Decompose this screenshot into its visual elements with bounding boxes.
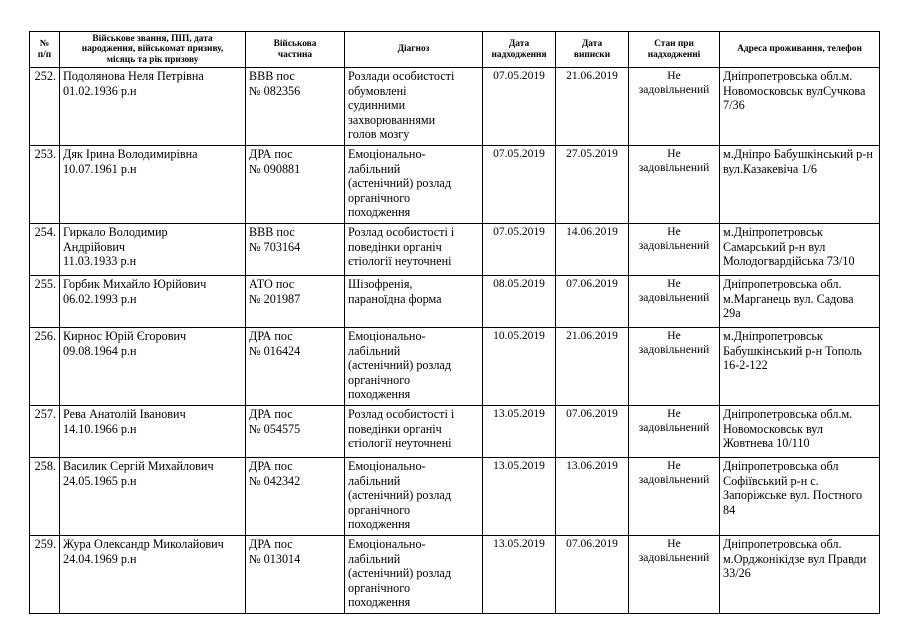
cell-address: Дніпропетровська обл.м. Новомосковськ вул Жовтнева 10/110 [720,406,880,458]
cell-num: 255. [30,276,60,328]
cell-condition: Не задовільнений [629,536,720,614]
table-row [30,68,880,146]
cell-person: Кирнос Юрій Єгорович 09.08.1964 р.н [60,328,246,406]
cell-num: 256. [30,328,60,406]
table-row [30,328,880,406]
cell-condition: Не задовільнений [629,458,720,536]
cell-num: 257. [30,406,60,458]
header-person: Військове звання, ПІП, дата народження, військомат призиву, місяць та рік призову [60,32,246,68]
cell-unit: ДРА пос № 054575 [246,406,345,458]
table-row [30,536,880,614]
table-row [30,224,880,276]
cell-num: 253. [30,146,60,224]
header-address: Адреса проживання, телефон [720,32,880,68]
header-unit: Військова частина [246,32,345,68]
cell-discharged: 07.06.2019 [556,276,629,328]
cell-diagnosis: Емоціонально- лабільний (астенічний) розлад органічного походження [345,146,483,224]
header-condition: Стан при надходженні [629,32,720,68]
cell-unit: ВВВ пос № 082356 [246,68,345,146]
cell-person: Дяк Ірина Володимирівна 10.07.1961 р.н [60,146,246,224]
cell-admitted: 10.05.2019 [483,328,556,406]
cell-diagnosis: Розлади особистості обумовлені судинними захворюваннями голов мозгу [345,68,483,146]
cell-person: Жура Олександр Миколайович 24.04.1969 р.н [60,536,246,614]
patient-records-table [29,31,880,614]
cell-diagnosis: Розлад особистості і поведінки органіч єтіології неуточнені [345,406,483,458]
table-header-row [30,32,880,68]
cell-diagnosis: Емоціонально- лабільний (астенічний) розлад органічного походження [345,328,483,406]
header-admitted: Дата надходження [483,32,556,68]
cell-unit: ДРА пос № 042342 [246,458,345,536]
table-row [30,406,880,458]
cell-admitted: 07.05.2019 [483,146,556,224]
cell-admitted: 07.05.2019 [483,224,556,276]
cell-diagnosis: Емоціонально- лабільний (астенічний) розлад органічного походження [345,536,483,614]
cell-address: м.Дніпропетровськ Бабушкінський р-н Тополь 16-2-122 [720,328,880,406]
cell-address: Дніпропетровська обл Софіївський р-н с. Запоріжське вул. Постного 84 [720,458,880,536]
cell-person: Рева Анатолій Іванович 14.10.1966 р.н [60,406,246,458]
cell-discharged: 21.06.2019 [556,328,629,406]
header-num: № п/п [30,32,60,68]
cell-num: 258. [30,458,60,536]
cell-discharged: 13.06.2019 [556,458,629,536]
cell-person: Гиркало Володимир Андрійович 11.03.1933 р.н [60,224,246,276]
cell-condition: Не задовільнений [629,328,720,406]
table-row [30,458,880,536]
cell-condition: Не задовільнений [629,276,720,328]
cell-unit: ДРА пос № 090881 [246,146,345,224]
cell-discharged: 07.06.2019 [556,536,629,614]
cell-address: м.Дніпро Бабушкінський р-н вул.Казакевіча 1/6 [720,146,880,224]
cell-person: Василик Сергій Михайлович 24.05.1965 р.н [60,458,246,536]
header-discharged: Дата виписки [556,32,629,68]
cell-discharged: 21.06.2019 [556,68,629,146]
cell-person: Подолянова Неля Петрівна 01.02.1936 р.н [60,68,246,146]
cell-address: Дніпропетровська обл.м. Новомосковськ вулСучкова 7/36 [720,68,880,146]
cell-condition: Не задовільнений [629,406,720,458]
cell-diagnosis: Розлад особистості і поведінки органіч єтіології неуточнені [345,224,483,276]
cell-discharged: 14.06.2019 [556,224,629,276]
cell-admitted: 07.05.2019 [483,68,556,146]
cell-admitted: 08.05.2019 [483,276,556,328]
table-row [30,146,880,224]
cell-unit: АТО пос № 201987 [246,276,345,328]
header-diagnosis: Діагноз [345,32,483,68]
table-row [30,276,880,328]
cell-discharged: 27.05.2019 [556,146,629,224]
cell-diagnosis: Шізофренія, параноїдна форма [345,276,483,328]
cell-person: Горбик Михайло Юрійович 06.02.1993 р.н [60,276,246,328]
cell-unit: ДРА пос № 016424 [246,328,345,406]
cell-admitted: 13.05.2019 [483,406,556,458]
cell-condition: Не задовільнений [629,146,720,224]
cell-address: м.Дніпропетровськ Самарський р-н вул Молодогвардійська 73/10 [720,224,880,276]
cell-condition: Не задовільнений [629,224,720,276]
cell-num: 259. [30,536,60,614]
cell-num: 252. [30,68,60,146]
cell-unit: ВВВ пос № 703164 [246,224,345,276]
cell-num: 254. [30,224,60,276]
cell-discharged: 07.06.2019 [556,406,629,458]
cell-admitted: 13.05.2019 [483,536,556,614]
cell-address: Дніпропетровська обл. м.Марганець вул. Садова 29а [720,276,880,328]
cell-admitted: 13.05.2019 [483,458,556,536]
cell-unit: ДРА пос № 013014 [246,536,345,614]
cell-address: Дніпропетровська обл. м.Орджонікідзе вул Правди 33/26 [720,536,880,614]
cell-diagnosis: Емоціонально- лабільний (астенічний) розлад органічного походження [345,458,483,536]
cell-condition: Не задовільнений [629,68,720,146]
